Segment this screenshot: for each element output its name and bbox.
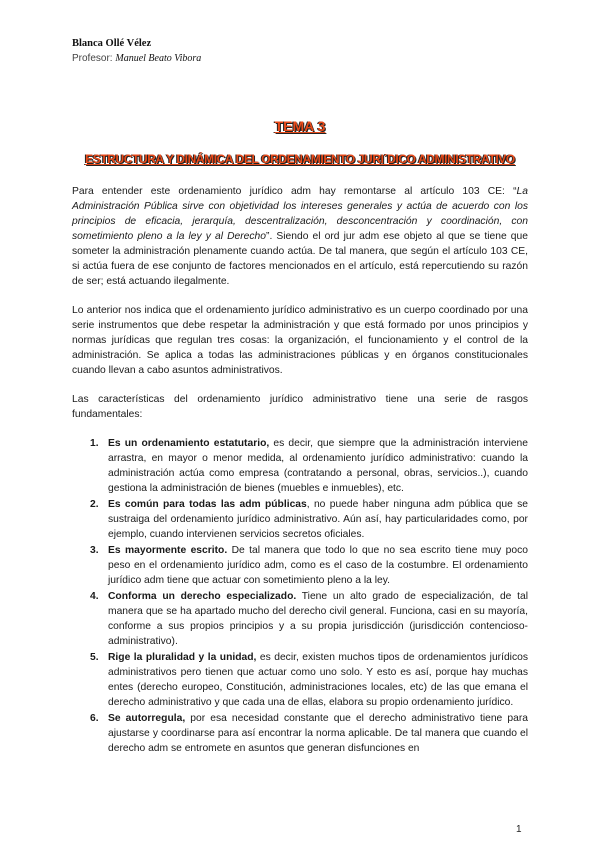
list-item-number: 4. [90, 591, 99, 602]
list-item-text: por esa necesidad constante que el derecho administrativo tiene para ajustarse y coordinarse para así encontrar la norma aplicable. De tal manera que cuando el derecho adm se entromete en asuntos que generan disfunciones en [108, 713, 528, 754]
intro-paragraph-3: Las características del ordenamiento jurídico administrativo tiene una serie de rasgos fundamentales: [72, 394, 528, 420]
list-item [90, 543, 528, 588]
list-item-title: Conforma un derecho especializado. [108, 591, 297, 602]
professor-label: Profesor: [72, 53, 113, 64]
list-item-title: Es un ordenamiento estatutario, [108, 438, 270, 449]
page-number: 1 [516, 824, 522, 835]
author-name: Blanca Ollé Vélez [72, 38, 152, 49]
document-body [72, 184, 528, 757]
list-item [90, 436, 529, 496]
professor-line [72, 53, 201, 64]
list-item [90, 650, 528, 710]
list-item-text: es decir, que siempre que la administración interviene arrastra, en mayor o menor medida, al ordenamiento jurídico administrativo: cuando la administración actúa como empresa (contratando a personal, obras, servicios..), cuando gestiona la administración de bienes (muebles e inmuebles), etc. [108, 438, 529, 494]
list-item-number: 3. [90, 545, 99, 556]
list-item-number: 2. [90, 499, 99, 510]
intro-paragraph-2: Lo anterior nos indica que el ordenamiento jurídico administrativo es un cuerpo coordinado por una serie instrumentos que debe respetar la administración y que está formado por unos principios y normas jurídicas que regulan tres cosas: la organización, el funcionamiento y el control de la administración. Se aplica a todas las administraciones públicas y en órganos constitucionales cuando llevan a cabo asuntos administrativos. [72, 305, 528, 376]
list-item-number: 1. [90, 438, 99, 449]
intro-p1-quote: La Administración Pública sirve con objetividad los intereses generales y actúa de acuerdo con los principios de eficacia, jerarquía, descentralización, desconcentración y coordinación, con sometimiento pleno a la ley y al Derecho [72, 186, 528, 242]
list-item-number: 5. [90, 652, 99, 663]
list-item-title: Es mayormente escrito. [108, 545, 228, 556]
list-item-text: Tiene un alto grado de especialización, de tal manera que se ha apartado mucho del derecho civil general. Funciona, casi en su mayoría, conforme a sus propios principios y a su propia jurisdicción (jurisdicción contencioso-administrativo). [108, 591, 528, 647]
professor-name: Manuel Beato Vibora [115, 53, 202, 64]
intro-p1-start: Para entender este ordenamiento jurídico adm hay remontarse al artículo 103 CE: “ [72, 186, 517, 197]
list-item [90, 497, 528, 542]
list-item-text: De tal manera que todo lo que no sea escrito tiene muy poco peso en el ordenamiento jurídico adm, como es el caso de la costumbre. El ordenamiento jurídico adm tiene que actuar con sometimiento pleno a la ley. [108, 545, 528, 586]
list-item [90, 589, 528, 649]
intro-p1-end: ”. Siendo el ord jur adm ese objeto al que se tiene que someter la administración plenamente cuando actúa. De tal manera, que según el artículo 103 CE, si actúa fuera de ese conjunto de factores mencionados en el artículo, está repercutiendo su razón de ser; está actuando ilegalmente. [72, 231, 528, 287]
list-item-title: Rige la pluralidad y la unidad, [108, 652, 257, 663]
topic-title: TEMA 3 [274, 118, 326, 134]
list-item-text: , no puede haber ninguna adm pública que se sustraiga del ordenamiento jurídico administrativo. Aún así, hay particularidades como, por ejemplo, cuando intervienen servicios secretos oficiales. [108, 499, 528, 540]
intro-paragraph-1 [72, 184, 528, 289]
list-item-title: Se autorregula, [108, 713, 186, 724]
list-item-title: Es común para todas las adm públicas [108, 499, 307, 510]
list-item-text: es decir, existen muchos tipos de ordenamientos jurídicos administrativos pero tienen que actuar como uno solo. Y esto es así, porque hay muchas entes (derecho europeo, Constitución, administraciones locales, etc) de las que emana el derecho administrativo y que cada una de ellas, elabora su propio ordenamiento jurídico. [108, 652, 528, 708]
characteristics-list [72, 436, 528, 756]
topic-subtitle: ESTRUCTURA Y DINÁMICA DEL ORDENAMIENTO JURI´DICO ADMINISTRATIVO [85, 152, 515, 166]
list-item [90, 711, 528, 756]
list-item-number: 6. [90, 713, 99, 724]
